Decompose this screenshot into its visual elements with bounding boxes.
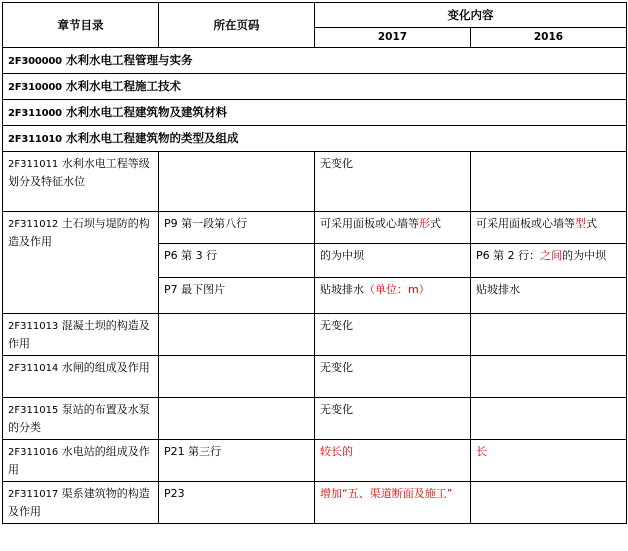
row-title: 泵站的布置及水泵的分类 <box>8 403 150 434</box>
row-change-2017: 可采用面板或心墙等形式 <box>315 212 471 244</box>
row-title: 渠系建筑物的构造及作用 <box>8 487 150 518</box>
section-title: 水利水电工程建筑物及建筑材料 <box>65 104 227 119</box>
row-page <box>159 314 315 356</box>
section-row <box>3 100 627 126</box>
row-change-2017: 无变化 <box>315 314 471 356</box>
section-title: 水利水电工程建筑物的类型及组成 <box>65 130 239 145</box>
row-change-2016: 贴坡排水 <box>471 278 627 314</box>
row-code: 2F311012 <box>8 219 59 230</box>
header-change: 变化内容 <box>315 3 627 28</box>
row-page: P9 第一段第八行 <box>159 212 315 244</box>
section-code: 2F311000 <box>8 107 62 119</box>
row-change-2017: 无变化 <box>315 356 471 398</box>
row-code: 2F311015 <box>8 405 59 416</box>
row-change-2017: 无变化 <box>315 152 471 212</box>
section-row <box>3 126 627 152</box>
row-title: 混凝土坝的构造及作用 <box>8 319 150 350</box>
table-row <box>3 314 627 356</box>
row-change-2016: 长 <box>471 440 627 482</box>
header-page: 所在页码 <box>159 3 315 48</box>
row-change-2017: 较长的 <box>315 440 471 482</box>
table-row <box>3 356 627 398</box>
header-2017: 2017 <box>315 28 471 48</box>
section-code: 2F300000 <box>8 55 62 67</box>
section-code: 2F311010 <box>8 133 62 145</box>
row-page <box>159 398 315 440</box>
section-title: 水利水电工程施工技术 <box>65 78 181 93</box>
header-2016: 2016 <box>471 28 627 48</box>
table-row <box>3 152 627 212</box>
row-title: 水闸的组成及作用 <box>61 361 150 374</box>
header-chapter: 章节目录 <box>3 3 159 48</box>
change-comparison-document <box>2 2 626 524</box>
row-page: P21 第三行 <box>159 440 315 482</box>
row-change-2017: 增加“五、渠道断面及施工” <box>315 482 471 524</box>
table-row <box>3 212 627 244</box>
table-row <box>3 482 627 524</box>
row-change-2016 <box>471 314 627 356</box>
table-row <box>3 398 627 440</box>
row-code: 2F311017 <box>8 489 59 500</box>
row-change-2016: 可采用面板或心墙等型式 <box>471 212 627 244</box>
row-page: P23 <box>159 482 315 524</box>
row-page <box>159 152 315 212</box>
row-code: 2F311014 <box>8 363 59 374</box>
row-change-2016 <box>471 356 627 398</box>
row-change-2016: P6 第 2 行：之间的为中坝 <box>471 244 627 278</box>
row-title: 水电站的组成及作用 <box>8 445 150 476</box>
row-change-2017: 贴坡排水（单位：m） <box>315 278 471 314</box>
row-change-2016 <box>471 482 627 524</box>
section-code: 2F310000 <box>8 81 62 93</box>
row-code: 2F311016 <box>8 447 59 458</box>
row-code: 2F311013 <box>8 321 59 332</box>
section-row <box>3 48 627 74</box>
table-row <box>3 440 627 482</box>
change-table <box>2 2 627 524</box>
row-change-2016 <box>471 398 627 440</box>
row-title: 土石坝与堤防的构造及作用 <box>8 217 150 248</box>
row-page <box>159 356 315 398</box>
row-change-2017: 无变化 <box>315 398 471 440</box>
row-change-2016 <box>471 152 627 212</box>
section-title: 水利水电工程管理与实务 <box>65 52 193 67</box>
row-page: P7 最下图片 <box>159 278 315 314</box>
row-code: 2F311011 <box>8 159 59 170</box>
row-page: P6 第 3 行 <box>159 244 315 278</box>
row-title: 水利水电工程等级划分及特征水位 <box>8 157 150 188</box>
row-change-2017: 的为中坝 <box>315 244 471 278</box>
section-row <box>3 74 627 100</box>
